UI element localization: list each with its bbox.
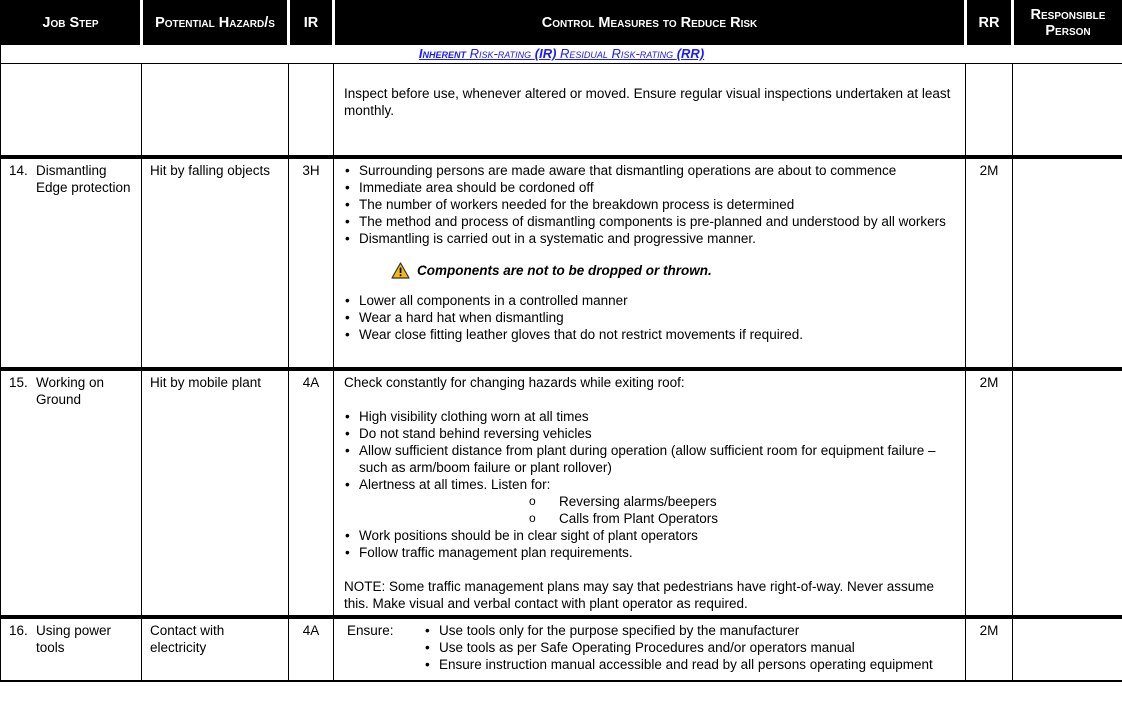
- ir-cell: 4A: [289, 369, 334, 617]
- control-bullet-list: [344, 162, 957, 247]
- control-bullet-item: • The method and process of dismantling components is pre-planned and understood by all workers: [344, 213, 957, 230]
- rr-cell: 2M: [966, 157, 1013, 369]
- table-row-14: [1, 157, 1122, 369]
- hazard-cell: [142, 64, 289, 157]
- control-bullet-item: • Allow sufficient distance from plant during operation (allow sufficient room for equipment failure – such as arm/boom failure or plant rollover): [344, 442, 957, 476]
- control-bullet-item: • Immediate area should be cordoned off: [344, 179, 957, 196]
- column-header-responsible-person: Responsible Person: [1013, 0, 1122, 45]
- control-ensure-label: Ensure:: [347, 622, 394, 638]
- control-measures-cell: [334, 617, 966, 681]
- risk-rating-legend: [419, 46, 704, 61]
- ir-cell: 3H: [289, 157, 334, 369]
- rr-cell: 2M: [966, 617, 1013, 681]
- control-bullet-item: • The number of workers needed for the breakdown process is determined: [344, 196, 957, 213]
- legend-inherent-label: Inherent: [418, 46, 466, 61]
- table-row-15: [1, 369, 1122, 617]
- control-bullet-list: [344, 292, 957, 343]
- control-sub-bullet-item: o Calls from Plant Operators: [344, 510, 957, 527]
- table-header-row: [1, 0, 1122, 45]
- warning-triangle-icon: [391, 262, 410, 279]
- rr-cell: 2M: [966, 369, 1013, 617]
- control-bullet-item: • Follow traffic management plan requirements.: [344, 544, 957, 561]
- job-step-number: 14.: [9, 162, 28, 178]
- responsible-person-cell: [1013, 617, 1122, 681]
- ir-cell: [289, 64, 334, 157]
- control-bullet-item: • Ensure instruction manual accessible and read by all persons operating equipment: [424, 656, 957, 673]
- table-row-continuation: [1, 64, 1122, 157]
- hazard-cell: Contact with electricity: [142, 617, 289, 681]
- job-step-cell: [1, 617, 142, 681]
- control-sub-bullet-list: [344, 493, 957, 527]
- control-bullet-item: • Wear a hard hat when dismantling: [344, 309, 957, 326]
- table-row-16: [1, 617, 1122, 681]
- control-bullet-list: [344, 408, 957, 493]
- control-measures-cell: [334, 157, 966, 369]
- hazard-cell: Hit by falling objects: [142, 157, 289, 369]
- legend-residual-risk-rating-label: Residual Risk-rating: [556, 46, 677, 61]
- control-note-paragraph: NOTE: Some traffic management plans may say that pedestrians have right-of-way. Never assume this. Make visual and verbal contact with plant operator as required.: [344, 578, 935, 611]
- responsible-person-cell: [1013, 369, 1122, 617]
- job-step-label: Working on Ground: [36, 374, 105, 407]
- control-bullet-item: • Work positions should be in clear sight of plant operators: [344, 527, 957, 544]
- control-measures-cell: [334, 64, 966, 157]
- control-bullet-item: • Lower all components in a controlled manner: [344, 292, 957, 309]
- job-step-cell: [1, 64, 142, 157]
- control-bullet-item: • Alertness at all times. Listen for:: [344, 476, 957, 493]
- ir-cell: 4A: [289, 617, 334, 681]
- control-intro-paragraph: Check constantly for changing hazards while exiting roof:: [344, 374, 685, 390]
- control-bullet-item: • Dismantling is carried out in a systematic and progressive manner.: [344, 230, 957, 247]
- responsible-person-cell: [1013, 157, 1122, 369]
- control-bullet-item: • Surrounding persons are made aware that dismantling operations are about to commence: [344, 162, 957, 179]
- column-header-potential-hazards: Potential Hazard/s: [142, 0, 289, 45]
- control-bullet-list: [424, 622, 957, 673]
- job-step-label: Using power tools: [36, 622, 112, 655]
- warning-text: Components are not to be dropped or thrown.: [417, 262, 712, 278]
- control-sub-bullet-item: o Reversing alarms/beepers: [344, 493, 957, 510]
- control-bullet-item: • Use tools as per Safe Operating Procedures and/or operators manual: [424, 639, 957, 656]
- job-step-cell: [1, 157, 142, 369]
- legend-risk-rating-label: Risk-rating: [465, 46, 535, 61]
- risk-rating-legend-row: [1, 45, 1122, 64]
- control-paragraph: Inspect before use, whenever altered or moved. Ensure regular visual inspections undertaken at least monthly.: [344, 86, 951, 118]
- job-step-number: 15.: [9, 374, 28, 390]
- control-bullet-list: [344, 527, 957, 561]
- hazard-cell: Hit by mobile plant: [142, 369, 289, 617]
- warning-callout: [391, 262, 957, 279]
- job-step-label: Dismantling Edge protection: [36, 162, 131, 195]
- column-header-ir: IR: [289, 0, 334, 45]
- job-step-number: 16.: [9, 622, 28, 638]
- job-step-cell: [1, 369, 142, 617]
- control-bullet-item: • High visibility clothing worn at all times: [344, 408, 957, 425]
- legend-rr-abbrev: (RR): [676, 46, 705, 61]
- control-bullet-item: • Do not stand behind reversing vehicles: [344, 425, 957, 442]
- legend-ir-abbrev: (IR): [534, 46, 557, 61]
- risk-rating-legend-cell: [1, 45, 1122, 64]
- control-bullet-item: • Use tools only for the purpose specified by the manufacturer: [424, 622, 957, 639]
- column-header-job-step: Job Step: [1, 0, 142, 45]
- column-header-control-measures: Control Measures to Reduce Risk: [334, 0, 966, 45]
- control-bullet-item: • Wear close fitting leather gloves that do not restrict movements if required.: [344, 326, 957, 343]
- control-measures-cell: [334, 369, 966, 617]
- column-header-rr: RR: [966, 0, 1013, 45]
- rr-cell: [966, 64, 1013, 157]
- responsible-person-cell: [1013, 64, 1122, 157]
